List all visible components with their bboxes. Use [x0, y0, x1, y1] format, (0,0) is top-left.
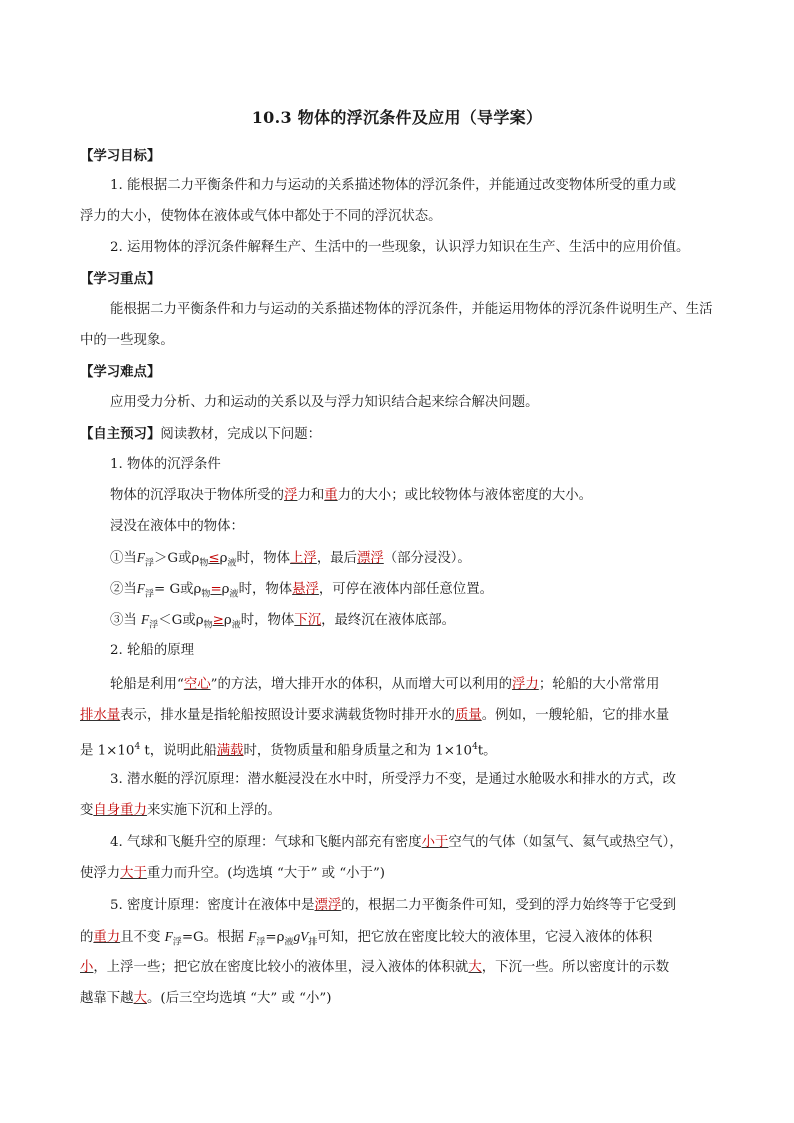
- answer-blank: 排水量: [80, 708, 121, 723]
- subscript: 浮: [149, 620, 159, 631]
- section-5-line-1: [110, 896, 676, 916]
- goal-item-1-line-1: 1. 能根据二力平衡条件和力与运动的关系描述物体的浮沉条件，并能通过改变物体所受的重力或: [110, 178, 677, 193]
- answer-blank: 重: [324, 488, 338, 503]
- text: ，最后: [316, 551, 357, 566]
- answer-blank: 大: [133, 991, 147, 1006]
- answer-blank: 下沉: [294, 613, 322, 628]
- text: 使浮力: [80, 866, 121, 881]
- text: ”的方法，增大排开水的体积，从而增大可以利用的: [210, 677, 513, 692]
- subscript: 物: [201, 589, 211, 600]
- subscript: 物: [203, 620, 213, 631]
- section-2-line-1: [110, 675, 659, 695]
- text: ＞G或ρ: [153, 551, 200, 566]
- subscript: 排: [308, 937, 318, 948]
- text: 物体的沉浮取决于物体所受的: [110, 488, 285, 503]
- section-4-line-2: [80, 864, 385, 884]
- answer-blank: 自身重力: [93, 803, 147, 818]
- superscript: 4: [472, 742, 478, 752]
- difficulty-heading: 【学习难点】: [80, 364, 161, 380]
- text: = G或ρ: [153, 582, 202, 597]
- text: 越靠下越: [80, 991, 134, 1006]
- section-1-title: 1. 物体的沉浮条件: [110, 457, 221, 472]
- preview-intro: 阅读教材，完成以下问题：: [160, 427, 322, 442]
- section-3-line-1: 3. 潜水艇的浮沉原理：潜水艇浸没在水中时，所受浮力不变，是通过水舱吸水和排水的方式，改: [110, 772, 677, 787]
- text: =G。根据: [181, 930, 249, 945]
- condition-3: [110, 610, 455, 636]
- text: 力和: [297, 488, 325, 503]
- text: ，可停在液体内部任意位置。: [318, 582, 493, 597]
- section-5-line-4: [80, 989, 331, 1009]
- section-2-line-2: [80, 706, 669, 726]
- focus-text-line-1: 能根据二力平衡条件和力与运动的关系描述物体的浮沉条件，并能运用物体的浮沉条件说明生产、生活: [110, 302, 713, 317]
- section-2-line-3: [80, 737, 497, 761]
- answer-blank: 漂浮: [357, 551, 384, 566]
- answer-blank: 大于: [120, 866, 147, 881]
- text: 是 1×10: [80, 743, 135, 759]
- text: ②当: [110, 582, 137, 597]
- text: ；轮船的大小常常用: [538, 677, 660, 692]
- goals-heading: 【学习目标】: [80, 148, 161, 164]
- text: 。(后三空均选填 “大” 或 “小”): [146, 991, 332, 1006]
- section-5-line-3: [80, 958, 669, 978]
- answer-blank: 大: [468, 960, 482, 975]
- difficulty-text: 应用受力分析、力和运动的关系以及与浮力知识结合起来综合解决问题。: [110, 395, 539, 410]
- text: ③当: [110, 613, 142, 628]
- answer-blank: 小: [80, 960, 94, 975]
- text: ρ: [221, 582, 230, 597]
- focus-heading: 【学习重点】: [80, 271, 161, 287]
- goal-item-2: 2. 运用物体的浮沉条件解释生产、生活中的一些现象，认识浮力知识在生产、生活中的应用价值。: [110, 240, 690, 255]
- text: 表示，排水量是指轮船按照设计要求满载货物时排开水的: [120, 708, 455, 723]
- answer-blank: 上浮: [290, 551, 317, 566]
- page-title: 10.3 物体的浮沉条件及应用（导学案）: [251, 108, 543, 127]
- answer-blank: 满载: [216, 743, 244, 759]
- section-1-line-2: 浸没在液体中的物体：: [110, 519, 244, 534]
- text: ρ: [219, 551, 228, 566]
- section-3-line-2: [80, 801, 281, 821]
- text: 可知，把它放在密度比较大的液体里，它浸入液体的体积: [317, 930, 653, 945]
- answer-blank: ≥: [212, 613, 224, 628]
- text: 时，物体: [236, 551, 291, 566]
- formula-symbol: F: [136, 581, 145, 596]
- text: 力的大小；或比较物体与液体密度的大小。: [337, 488, 593, 503]
- text: ，上浮一些；把它放在密度比较小的液体里，浸入液体的体积就: [93, 960, 469, 975]
- text: 且不变: [120, 930, 165, 945]
- answer-blank: 漂浮: [314, 898, 342, 913]
- answer-blank: 质量: [454, 708, 482, 723]
- text: 来实施下沉和上浮的。: [146, 803, 281, 818]
- formula-symbol: gV: [293, 929, 309, 944]
- section-5-line-2: [80, 927, 652, 953]
- preview-heading: 【自主预习】: [80, 426, 161, 442]
- text: 时，物体: [240, 613, 295, 628]
- formula-symbol: F: [141, 612, 150, 627]
- subscript: 液: [284, 937, 294, 948]
- section-4-line-1: [110, 833, 683, 853]
- text: ρ: [223, 613, 232, 628]
- text: ＜G或ρ: [158, 613, 204, 628]
- text: 时，物体: [238, 582, 293, 597]
- condition-1: [110, 548, 471, 574]
- answer-blank: 小于: [421, 835, 449, 850]
- text: 时，货物质量和船身质量之和为 1×10: [243, 743, 473, 759]
- subscript: 液: [231, 620, 241, 631]
- text: 4. 气球和飞艇升空的原理：气球和飞艇内部充有密度: [110, 835, 422, 850]
- answer-blank: 空心: [183, 677, 211, 692]
- formula-symbol: F: [164, 929, 173, 944]
- subscript: 液: [229, 589, 239, 600]
- text: 的，根据二力平衡条件可知，受到的浮力始终等于它受到: [341, 898, 677, 913]
- text: 变: [80, 803, 94, 818]
- answer-blank: 浮: [284, 488, 298, 503]
- answer-blank: =: [210, 582, 222, 597]
- formula-symbol: F: [248, 929, 257, 944]
- text: ①当: [110, 551, 137, 566]
- text: 重力而升空。(均选填 “大于” 或 “小于”): [146, 866, 386, 881]
- subscript: 物: [199, 558, 209, 569]
- text: 轮船是利用“: [110, 677, 184, 692]
- subscript: 浮: [256, 937, 266, 948]
- answer-blank: 浮力: [512, 677, 539, 692]
- text: 5. 密度计原理：密度计在液体中是: [110, 898, 315, 913]
- answer-blank: ≤: [208, 551, 220, 566]
- section-1-line-1: [110, 486, 592, 506]
- goal-item-1-line-2: 浮力的大小，使物体在液体或气体中都处于不同的浮沉状态。: [80, 209, 442, 224]
- text: =ρ: [265, 930, 285, 945]
- answer-blank: 重力: [93, 930, 121, 945]
- text: 。例如，一艘轮船，它的排水量: [481, 708, 670, 723]
- text: ，最终沉在液体底部。: [321, 613, 455, 628]
- subscript: 液: [227, 558, 237, 569]
- section-2-title: 2. 轮船的原理: [110, 643, 194, 658]
- text: （部分浸没）。: [383, 551, 471, 566]
- condition-2: [110, 579, 493, 605]
- preview-heading-line: [80, 424, 321, 445]
- text: 的: [80, 930, 94, 945]
- text: ，下沉一些。所以密度计的示数: [481, 960, 670, 975]
- text: t。: [477, 743, 497, 759]
- subscript: 浮: [144, 558, 154, 569]
- subscript: 浮: [172, 937, 182, 948]
- subscript: 浮: [144, 589, 154, 600]
- superscript: 4: [134, 742, 141, 752]
- answer-blank: 悬浮: [292, 582, 319, 597]
- focus-text-line-2: 中的一些现象。: [80, 333, 174, 348]
- text: 空气的气体（如氢气、氦气或热空气），: [448, 835, 683, 850]
- text: t，说明此船: [140, 743, 217, 759]
- formula-symbol: F: [136, 550, 145, 565]
